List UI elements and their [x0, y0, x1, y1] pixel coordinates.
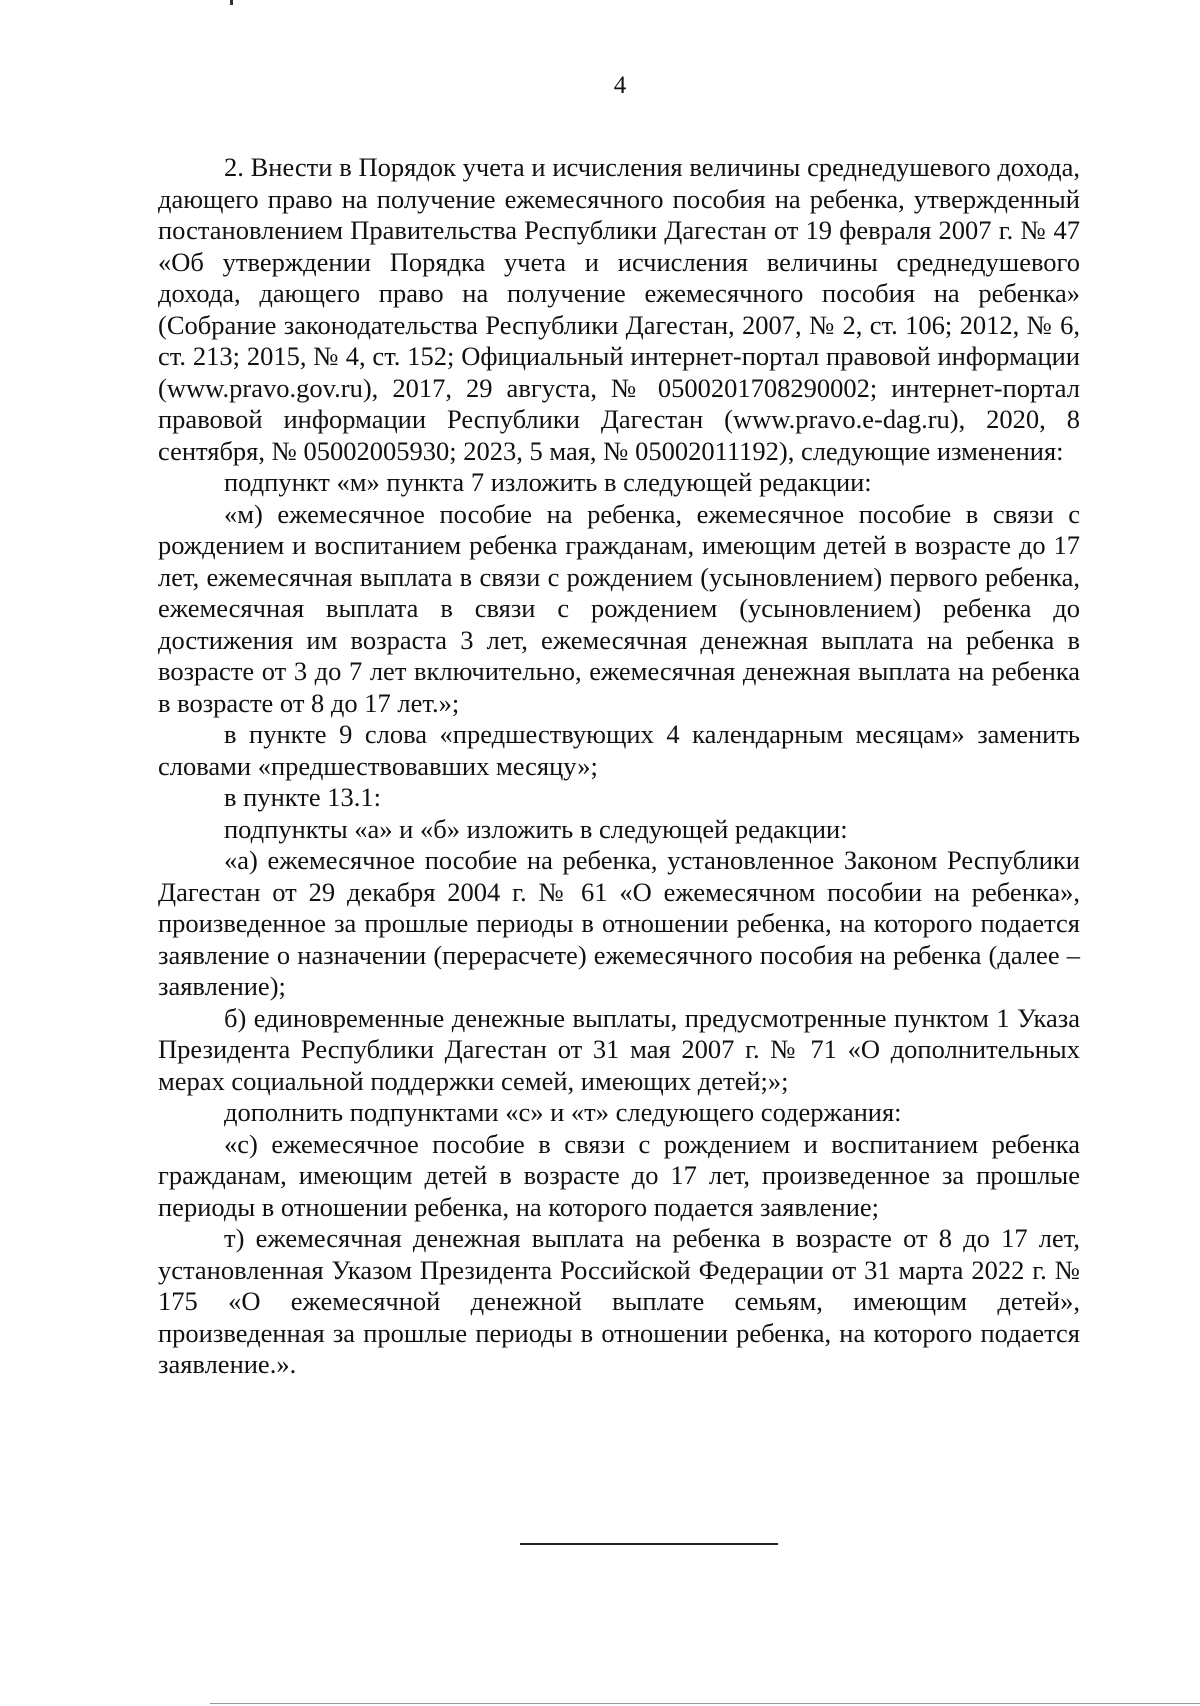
- document-body: [158, 152, 1080, 1381]
- paragraph-point-9: в пункте 9 слова «предшествующих 4 календарным месяцам» заменить словами «предшествовавших месяцу»;: [158, 719, 1080, 781]
- paragraph-subpoints-a-b-intro: подпункты «а» и «б» изложить в следующей редакции:: [224, 813, 848, 844]
- paragraph-subpoint-a: «а) ежемесячное пособие на ребенка, установленное Законом Республики Дагестан от 29 декабря 2004 г. № 61 «О ежемесячном пособии на ребенка», произведенное за прошлые периоды в отношении ребенка, на которого подается заявление о назначении (перерасчете) ежемесячного пособия на ребенка (далее – заявление);: [158, 845, 1080, 1001]
- end-separator-line: [520, 1543, 778, 1545]
- scan-bottom-edge: [210, 1703, 1200, 1704]
- scan-edge-mark: [230, 0, 233, 5]
- paragraph-subpoints-s-t-intro: дополнить подпунктами «с» и «т» следующего содержания:: [224, 1097, 902, 1127]
- paragraph-subpoint-s: «с) ежемесячное пособие в связи с рождением и воспитанием ребенка гражданам, имеющим детей в возрасте до 17 лет, произведенное за прошлые периоды в отношении ребенка, на которого подается заявление;: [158, 1128, 1080, 1222]
- paragraph-subpoint-m-text: «м) ежемесячное пособие на ребенка, ежемесячное пособие в связи с рождением и воспитанием ребенка гражданам, имеющим детей в возрасте до 17 лет, ежемесячная выплата в связи с рождением (усыновлением) первого ребенка, ежемесячная выплата в связи с рождением (усыновлением) ребенка до достижения им возраста 3 лет, ежемесячная денежная выплата на ребенка в возрасте от 3 до 7 лет включительно, ежемесячная денежная выплата на ребенка в возрасте от 8 до 17 лет.»;: [158, 498, 1080, 718]
- paragraph-subpoint-b: б) единовременные денежные выплаты, предусмотренные пунктом 1 Указа Президента Республики Дагестан от 31 мая 2007 г. № 71 «О дополнительных мерах социальной поддержки семей, имеющих детей;»;: [158, 1002, 1080, 1096]
- paragraph-item-2: 2. Внести в Порядок учета и исчисления величины среднедушевого дохода, дающего право на получение ежемесячного пособия на ребенка, утвержденный постановлением Правительства Республики Дагестан от 19 февраля 2007 г. № 47 «Об утверждении Порядка учета и исчисления величины среднедушевого дохода, дающего право на получение ежемесячного пособия на ребенка» (Собрание законодательства Республики Дагестан, 2007, № 2, ст. 106; 2012, № 6, ст. 213; 2015, № 4, ст. 152; Официальный интернет-портал правовой информации (www.pravo.gov.ru), 2017, 29 августа, № 0500201708290002; интернет-портал правовой информации Республики Дагестан (www.pravo.e-dag.ru), 2020, 8 сентября, № 05002005930; 2023, 5 мая, № 05002011192), следующие изменения:: [158, 152, 1080, 466]
- page-number: 4: [613, 72, 627, 99]
- paragraph-subpoint-m-intro: подпункт «м» пункта 7 изложить в следующей редакции:: [224, 467, 872, 497]
- paragraph-point-13-1: в пункте 13.1:: [224, 782, 381, 812]
- paragraph-subpoint-t: т) ежемесячная денежная выплата на ребенка в возрасте от 8 до 17 лет, установленная Указом Президента Российской Федерации от 31 марта 2022 г. № 175 «О ежемесячной денежной выплате семьям, имеющим детей», произведенная за прошлые периоды в отношении ребенка, на которого подается заявление.».: [158, 1223, 1080, 1379]
